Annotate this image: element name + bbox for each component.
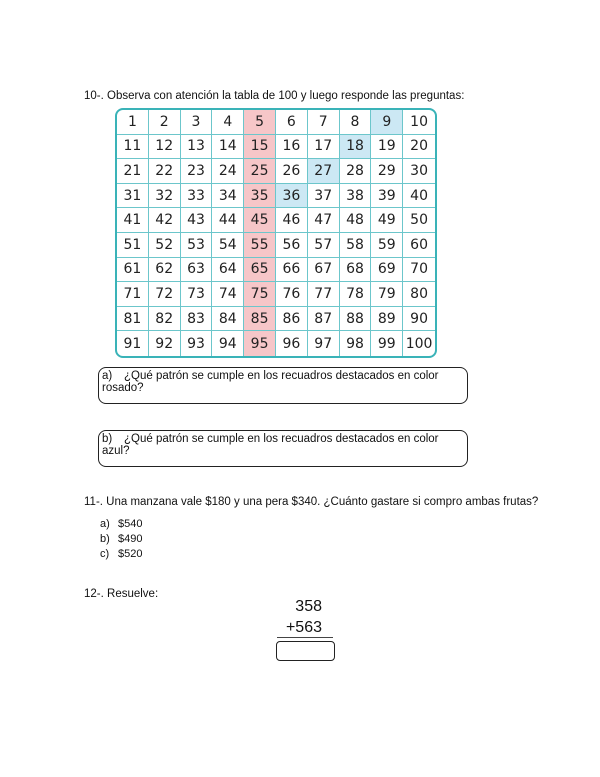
grid-cell-89: 89: [371, 307, 403, 332]
grid-cell-46: 46: [276, 208, 308, 233]
grid-cell-78: 78: [340, 282, 372, 307]
grid-cell-41: 41: [117, 208, 149, 233]
grid-cell-85: 85: [244, 307, 276, 332]
grid-cell-99: 99: [371, 331, 403, 356]
grid-cell-62: 62: [149, 258, 181, 283]
grid-cell-11: 11: [117, 135, 149, 160]
grid-cell-52: 52: [149, 233, 181, 258]
grid-cell-28: 28: [340, 159, 372, 184]
grid-cell-98: 98: [340, 331, 372, 356]
grid-cell-68: 68: [340, 258, 372, 283]
grid-cell-19: 19: [371, 135, 403, 160]
grid-cell-27: 27: [308, 159, 340, 184]
grid-cell-9: 9: [371, 110, 403, 135]
sum-line: [277, 637, 333, 638]
grid-cell-71: 71: [117, 282, 149, 307]
option-c[interactable]: [100, 547, 142, 562]
grid-cell-30: 30: [403, 159, 435, 184]
grid-cell-66: 66: [276, 258, 308, 283]
grid-cell-48: 48: [340, 208, 372, 233]
grid-cell-73: 73: [181, 282, 213, 307]
grid-cell-42: 42: [149, 208, 181, 233]
grid-cell-60: 60: [403, 233, 435, 258]
grid-cell-77: 77: [308, 282, 340, 307]
grid-cell-7: 7: [308, 110, 340, 135]
grid-cell-18: 18: [340, 135, 372, 160]
grid-cell-79: 79: [371, 282, 403, 307]
option-letter: a): [100, 518, 110, 530]
grid-cell-25: 25: [244, 159, 276, 184]
grid-cell-15: 15: [244, 135, 276, 160]
question-12-title: 12-. Resuelve:: [84, 588, 159, 600]
grid-cell-97: 97: [308, 331, 340, 356]
option-a[interactable]: [100, 517, 142, 532]
grid-cell-6: 6: [276, 110, 308, 135]
option-text: $540: [118, 518, 143, 530]
grid-cell-37: 37: [308, 184, 340, 209]
grid-cell-88: 88: [340, 307, 372, 332]
grid-cell-26: 26: [276, 159, 308, 184]
grid-cell-17: 17: [308, 135, 340, 160]
grid-cell-8: 8: [340, 110, 372, 135]
grid-cell-16: 16: [276, 135, 308, 160]
grid-cell-20: 20: [403, 135, 435, 160]
grid-cell-56: 56: [276, 233, 308, 258]
grid-cell-82: 82: [149, 307, 181, 332]
grid-cell-24: 24: [212, 159, 244, 184]
grid-cell-74: 74: [212, 282, 244, 307]
question-b-label: b): [102, 433, 113, 445]
grid-cell-80: 80: [403, 282, 435, 307]
option-text: $520: [118, 548, 143, 560]
addend-1: 358: [295, 598, 322, 615]
grid-cell-50: 50: [403, 208, 435, 233]
grid-cell-86: 86: [276, 307, 308, 332]
grid-cell-14: 14: [212, 135, 244, 160]
grid-cell-45: 45: [244, 208, 276, 233]
grid-cell-35: 35: [244, 184, 276, 209]
grid-cell-32: 32: [149, 184, 181, 209]
grid-cell-10: 10: [403, 110, 435, 135]
option-letter: c): [100, 548, 110, 560]
addend-2: +563: [285, 619, 322, 636]
grid-cell-83: 83: [181, 307, 213, 332]
grid-cell-70: 70: [403, 258, 435, 283]
grid-cell-63: 63: [181, 258, 213, 283]
grid-cell-31: 31: [117, 184, 149, 209]
grid-cell-96: 96: [276, 331, 308, 356]
grid-cell-53: 53: [181, 233, 213, 258]
grid-cell-5: 5: [244, 110, 276, 135]
answer-box-b[interactable]: [98, 430, 468, 467]
grid-cell-100: 100: [405, 335, 433, 352]
grid-cell-72: 72: [149, 282, 181, 307]
grid-cell-93: 93: [181, 331, 213, 356]
question-a-label: a): [102, 370, 113, 382]
grid-cell-59: 59: [371, 233, 403, 258]
grid-cell-55: 55: [244, 233, 276, 258]
question-10-title: 10-. Observa con atención la tabla de 100 y luego responde las preguntas:: [84, 90, 465, 102]
grid-cell-34: 34: [212, 184, 244, 209]
grid-cell-12: 12: [149, 135, 181, 160]
grid-cell-91: 91: [117, 331, 149, 356]
grid-cell-76: 76: [276, 282, 308, 307]
grid-cell-75: 75: [244, 282, 276, 307]
grid-cell-33: 33: [181, 184, 213, 209]
grid-cell-2: 2: [149, 110, 181, 135]
grid-cell-64: 64: [212, 258, 244, 283]
grid-cell-84: 84: [212, 307, 244, 332]
grid-cell-87: 87: [308, 307, 340, 332]
grid-cell-39: 39: [371, 184, 403, 209]
option-text: $490: [118, 533, 143, 545]
grid-cell-43: 43: [181, 208, 213, 233]
sum-answer-box[interactable]: [276, 641, 335, 661]
grid-cell-81: 81: [117, 307, 149, 332]
grid-cell-36: 36: [276, 184, 308, 209]
grid-cell-51: 51: [117, 233, 149, 258]
grid-cell-61: 61: [117, 258, 149, 283]
grid-cell-13: 13: [181, 135, 213, 160]
hundred-chart: [115, 108, 437, 358]
grid-cell-54: 54: [212, 233, 244, 258]
question-a-text: ¿Qué patrón se cumple en los recuadros destacados en color rosado?: [102, 370, 439, 394]
grid-cell-65: 65: [244, 258, 276, 283]
grid-cell-3: 3: [181, 110, 213, 135]
question-11-title: 11-. Una manzana vale $180 y una pera $340. ¿Cuánto gastare si compro ambas frutas?: [84, 496, 539, 508]
grid-cell-49: 49: [371, 208, 403, 233]
grid-cell-23: 23: [181, 159, 213, 184]
grid-cell-21: 21: [117, 159, 149, 184]
grid-cell-40: 40: [403, 184, 435, 209]
grid-cell-90: 90: [403, 307, 435, 332]
grid-cell-67: 67: [308, 258, 340, 283]
option-b[interactable]: [100, 532, 142, 547]
grid-cell-57: 57: [308, 233, 340, 258]
grid-cell-22: 22: [149, 159, 181, 184]
grid-cell-29: 29: [371, 159, 403, 184]
question-11-options: [100, 517, 142, 562]
grid-cell-58: 58: [340, 233, 372, 258]
grid-cell-38: 38: [340, 184, 372, 209]
grid-cell-95: 95: [244, 331, 276, 356]
grid-cell-69: 69: [371, 258, 403, 283]
grid-cell-1: 1: [117, 110, 149, 135]
grid-cell-47: 47: [308, 208, 340, 233]
answer-box-a[interactable]: [98, 367, 468, 404]
grid-cell-44: 44: [212, 208, 244, 233]
option-letter: b): [100, 533, 110, 545]
question-b-text: ¿Qué patrón se cumple en los recuadros destacados en color azul?: [102, 433, 439, 457]
grid-cell-94: 94: [212, 331, 244, 356]
grid-cell-4: 4: [212, 110, 244, 135]
grid-cell-92: 92: [149, 331, 181, 356]
